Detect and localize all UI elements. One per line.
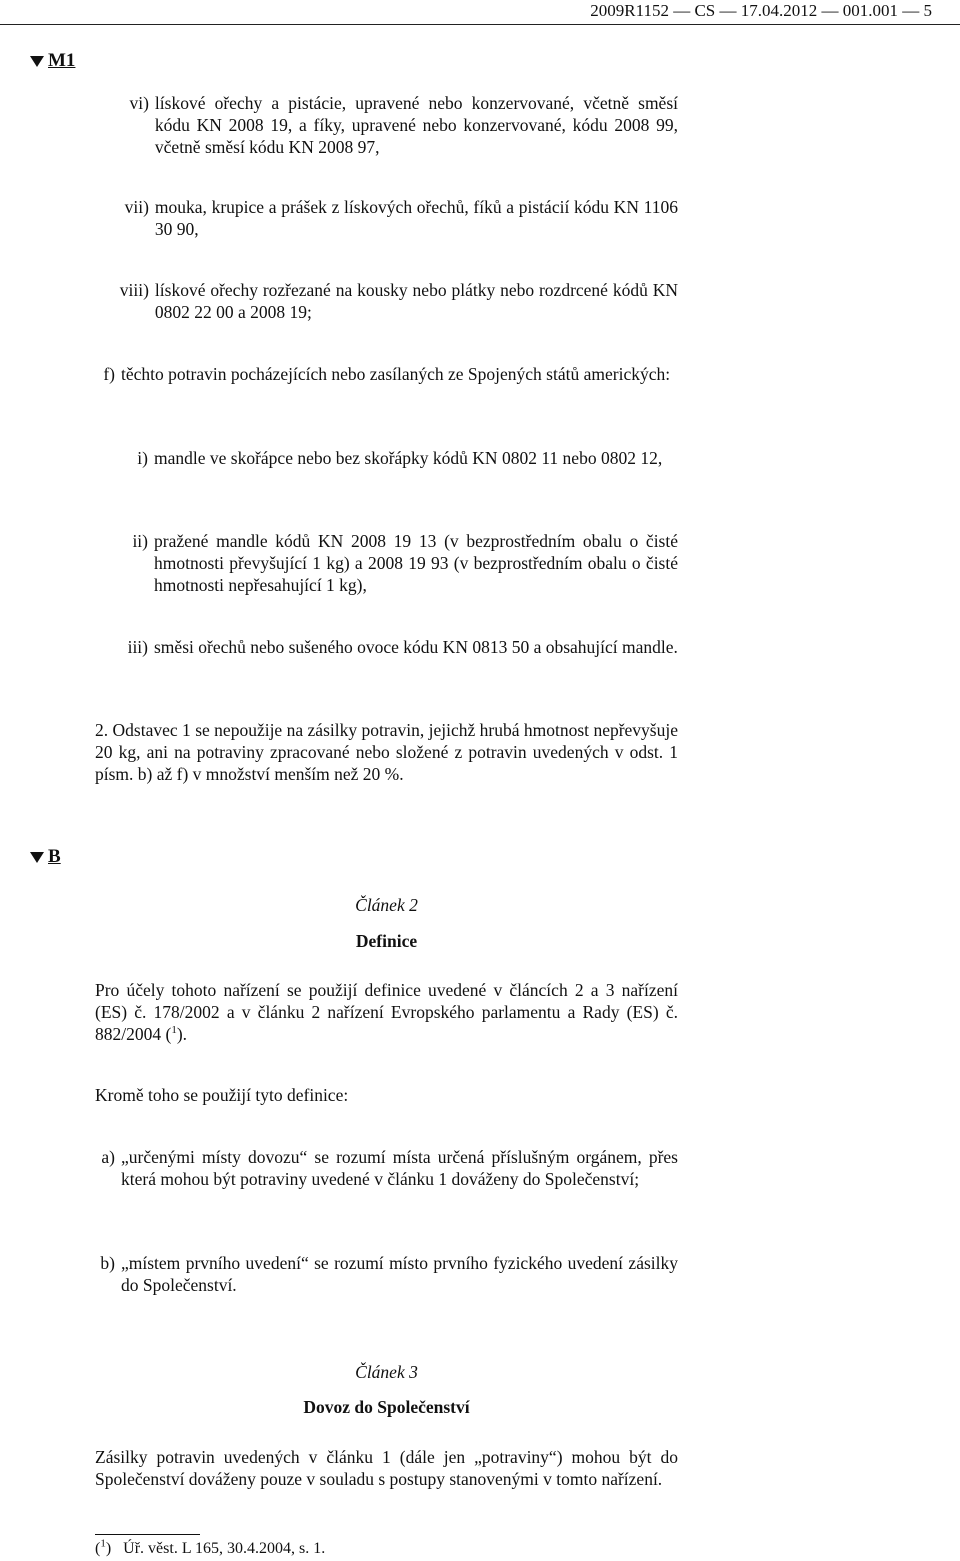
item-text: těchto potravin pocházejících nebo zasílaných ze Spojených států amerických: xyxy=(121,364,671,384)
item-text: lískové ořechy a pistácie, upravené nebo konzervované, včetně směsí kódu KN 2008 19, a fíky, upravené nebo konzervované, kódu 2008 99, včetně směsí kódu KN 2008 97, xyxy=(154,93,678,157)
article-2-paragraph-2: Kromě toho se použijí tyto definice: xyxy=(95,1085,349,1105)
definition-b xyxy=(95,1252,678,1296)
footnote xyxy=(95,1539,678,1559)
item-text: mandle ve skořápce nebo bez skořápky kódů KN 0802 11 nebo 0802 12, xyxy=(154,448,663,468)
list-item-vi xyxy=(95,92,678,158)
article-3-number: Článek 3 xyxy=(355,1362,418,1382)
item-number: i) xyxy=(137,448,148,468)
item-number: vi) xyxy=(129,93,149,113)
item-text: směsi ořechů nebo sušeného ovoce kódu KN 0813 50 a obsahující mandle. xyxy=(154,637,678,657)
list-item-vii xyxy=(95,196,678,240)
footnote-number: 1 xyxy=(100,1537,106,1550)
item-text: „místem prvního uvedení“ se rozumí místo prvního fyzického uvedení zásilky do Společenství. xyxy=(121,1253,678,1295)
article-3-paragraph-1: Zásilky potravin uvedených v článku 1 (dále jen „potraviny“) mohou být do Společenství dováženy pouze v souladu s postupy stanovenými v tomto nařízení. xyxy=(95,1447,678,1489)
item-text: „určenými místy dovozu“ se rozumí místa určená příslušným orgánem, přes která mohou být potraviny uvedené v článku 1 dováženy do Společenství; xyxy=(121,1147,678,1189)
list-item-ii xyxy=(95,530,678,596)
item-number: viii) xyxy=(119,280,149,300)
footnote-close: ) xyxy=(105,1540,112,1557)
item-text: lískové ořechy rozřezané na kousky nebo plátky nebo rozdrcené kódů KN 0802 22 00 a 2008 19; xyxy=(154,280,678,322)
item-number: a) xyxy=(101,1147,115,1167)
article-2-number: Článek 2 xyxy=(355,895,418,915)
article-2-paragraph-1 xyxy=(95,979,678,1045)
item-text: mouka, krupice a prášek z lískových ořechů, fíků a pistácií kódu KN 1106 30 90, xyxy=(154,197,678,239)
amendment-marker-m1 xyxy=(30,50,75,72)
marker-label: B xyxy=(48,846,61,867)
triangle-down-icon xyxy=(30,56,44,67)
footnote-open: ( xyxy=(95,1540,101,1557)
list-item-f xyxy=(95,363,678,385)
paragraph-2: 2. Odstavec 1 se nepoužije na zásilky potravin, jejichž hrubá hmotnost nepřevyšuje 20 kg, ani na potraviny zpracované nebo složené z potravin uvedených v odst. 1 písm. b) až f) v množství menším než 20 %. xyxy=(95,720,678,784)
triangle-down-icon xyxy=(30,852,44,863)
definition-a xyxy=(95,1146,678,1190)
footnote-separator xyxy=(95,1534,200,1535)
footnote-reference[interactable]: 1 xyxy=(171,1024,177,1037)
list-item-viii xyxy=(95,279,678,323)
paragraph-text-end: ). xyxy=(176,1024,188,1044)
list-item-iii xyxy=(95,636,678,658)
article-2-title: Definice xyxy=(355,931,418,951)
paragraph-text: Pro účely tohoto nařízení se použijí definice uvedené v článcích 2 a 3 nařízení (ES) č. 178/2002 a v článku 2 nařízení Evropského parlamentu a Rady (ES) č. 882/2004 ( xyxy=(95,980,678,1044)
item-number: vii) xyxy=(124,197,149,217)
marker-label: M1 xyxy=(48,50,76,71)
item-number: iii) xyxy=(127,637,148,657)
item-text: pražené mandle kódů KN 2008 19 13 (v bezprostředním obalu o čisté hmotnosti převyšující 1 kg) a 2008 19 93 (v bezprostředním obalu o čisté hmotnosti nepřesahující 1 kg), xyxy=(154,531,678,595)
footnote-text: Úř. věst. L 165, 30.4.2004, s. 1. xyxy=(123,1540,326,1557)
item-number: b) xyxy=(100,1253,115,1273)
article-3-title: Dovoz do Společenství xyxy=(303,1397,470,1417)
item-number: f) xyxy=(103,364,115,384)
page-header: 2009R1152 — CS — 17.04.2012 — 001.001 — 5 xyxy=(0,0,960,25)
item-number: ii) xyxy=(132,531,148,551)
amendment-marker-b xyxy=(30,846,61,868)
list-item-i xyxy=(95,447,678,469)
